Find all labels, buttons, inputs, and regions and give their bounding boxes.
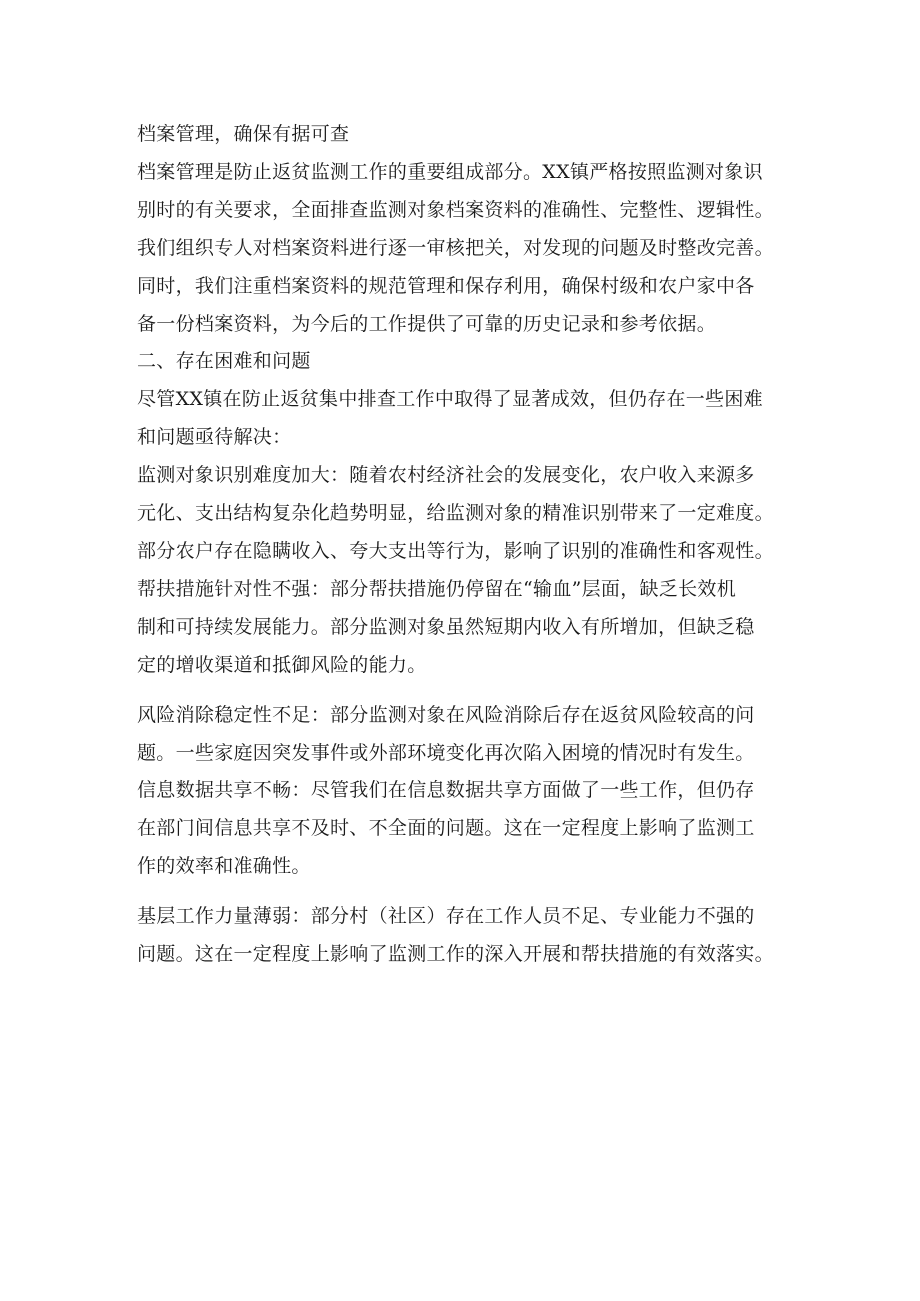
paragraph-grassroots-capacity [137, 898, 800, 974]
text-line: 作的效率和准确性。 [137, 855, 311, 878]
section-heading [137, 343, 800, 381]
text-line: 帮扶措施针对性不强：部分帮扶措施仍停留在“输血”层面，缺乏长效机 [137, 577, 737, 600]
text-line: 和问题亟待解决： [137, 426, 292, 449]
text-line: 档案管理是防止返贫监测工作的重要组成部分。XX镇严格按照监测对象识 [137, 160, 763, 183]
text-line: 同时，我们注重档案资料的规范管理和保存利用，确保村级和农户家中各 [137, 274, 755, 297]
paragraph-archive-management [137, 154, 800, 344]
text-line: 在部门间信息共享不及时、不全面的问题。这在一定程度上影响了监测工 [137, 817, 755, 840]
text-line: 尽管XX镇在防止返贫集中排查工作中取得了显著成效，但仍存在一些困难 [137, 388, 763, 411]
text-line: 定的增收渠道和抵御风险的能力。 [137, 653, 427, 676]
text-line: 基层工作力量薄弱：部分村（社区）存在工作人员不足、专业能力不强的 [137, 905, 755, 928]
paragraph-assistance-measures [137, 571, 800, 685]
text-line: 备一份档案资料，为今后的工作提供了可靠的历史记录和参考依据。 [137, 312, 717, 335]
text-line: 元化、支出结构复杂化趋势明显，给监测对象的精准识别带来了一定难度。 [137, 502, 774, 525]
text-line: 题。一些家庭因突发事件或外部环境变化再次陷入困境的情况时有发生。 [137, 741, 755, 764]
text-line: 我们组织专人对档案资料进行逐一审核把关，对发现的问题及时整改完善。 [137, 236, 774, 259]
paragraph-intro [137, 381, 800, 457]
text-line: 部分农户存在隐瞒收入、夸大支出等行为，影响了识别的准确性和客观性。 [137, 539, 774, 562]
text-line: 风险消除稳定性不足：部分监测对象在风险消除后存在返贫风险较高的问 [137, 703, 755, 726]
text-line: 监测对象识别难度加大：随着农村经济社会的发展变化，农户收入来源多 [137, 464, 755, 487]
paragraph-spacer [137, 886, 800, 898]
paragraph-risk-stability [137, 697, 800, 773]
paragraph-identification-difficulty [137, 457, 800, 571]
text-line: 信息数据共享不畅：尽管我们在信息数据共享方面做了一些工作，但仍存 [137, 779, 755, 802]
text-line: 二、存在困难和问题 [137, 350, 311, 373]
text-line: 制和可持续发展能力。部分监测对象虽然短期内收入有所增加，但缺乏稳 [137, 615, 755, 638]
section-subheading [137, 116, 800, 154]
paragraph-spacer [137, 685, 800, 697]
text-line: 问题。这在一定程度上影响了监测工作的深入开展和帮扶措施的有效落实。 [137, 943, 774, 966]
text-line: 别时的有关要求，全面排查监测对象档案资料的准确性、完整性、逻辑性。 [137, 198, 774, 221]
paragraph-data-sharing [137, 772, 800, 886]
text-line: 档案管理，确保有据可查 [137, 123, 350, 145]
